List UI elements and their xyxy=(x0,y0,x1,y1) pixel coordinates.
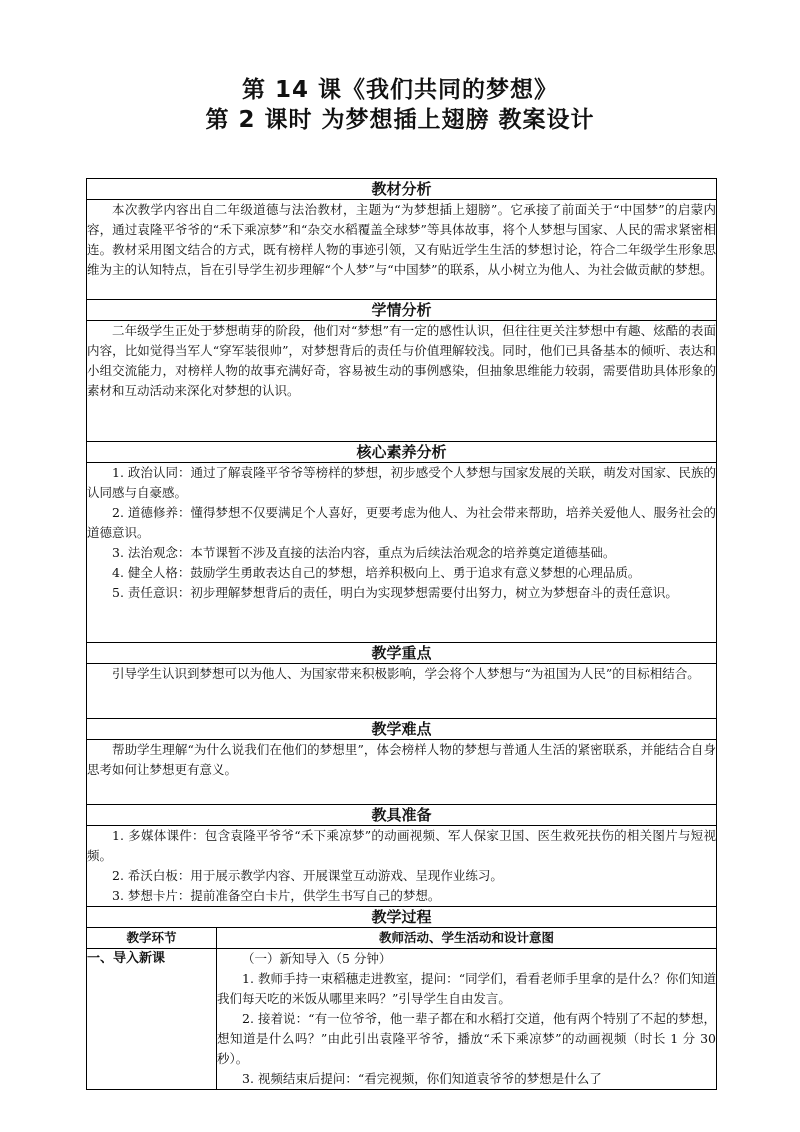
lesson-plan-table xyxy=(86,178,717,1090)
textbook-analysis-cell xyxy=(87,200,717,300)
section-header-focus: 教学重点 xyxy=(87,643,717,664)
process-item: 2. 接着说：“有一位爷爷，他一辈子都在和水稻打交道，他有两个特别了不起的梦想，想知道是什么吗？”由此引出袁隆平爷爷，播放“禾下乘凉梦”的动画视频（时长 1 分 30 秒）。 xyxy=(217,1011,717,1066)
process-col-stage: 教学环节 xyxy=(87,928,217,949)
process-item: 3. 视频结束后提问：“看完视频，你们知道袁爷爷的梦想是什么了 xyxy=(242,1071,602,1086)
teaching-difficulty-cell xyxy=(87,740,717,805)
learner-analysis-cell xyxy=(87,321,717,442)
section-header-process: 教学过程 xyxy=(87,907,717,928)
process-stage-1-content xyxy=(217,949,717,1090)
section-header-textbook: 教材分析 xyxy=(87,179,717,200)
teaching-tools-cell xyxy=(87,826,717,907)
literacy-item: 3. 法治观念：本节课暂不涉及直接的法治内容，重点为后续法治观念的培养奠定道德基础。 xyxy=(112,545,616,560)
tools-item: 2. 希沃白板：用于展示教学内容、开展课堂互动游戏、呈现作业练习。 xyxy=(112,868,503,883)
section-header-learner: 学情分析 xyxy=(87,300,717,321)
section-header-literacy: 核心素养分析 xyxy=(87,442,717,463)
process-stage-1: 一、导入新课 xyxy=(87,949,217,1090)
literacy-item: 1. 政治认同：通过了解袁隆平爷爷等榜样的梦想，初步感受个人梦想与国家发展的关联，萌发对国家、民族的认同感与自豪感。 xyxy=(87,465,717,500)
tools-item: 3. 梦想卡片：提前准备空白卡片，供学生书写自己的梦想。 xyxy=(112,888,441,903)
document-title-line1: 第 14 课《我们共同的梦想》 xyxy=(241,77,559,103)
literacy-item: 5. 责任意识：初步理解梦想背后的责任，明白为实现梦想需要付出努力，树立为梦想奋斗的责任意识。 xyxy=(112,585,678,600)
process-item: （一）新知导入（5 分钟） xyxy=(242,951,392,966)
literacy-item: 4. 健全人格：鼓励学生勇敢表达自己的梦想，培养积极向上、勇于追求有意义梦想的心理品质。 xyxy=(112,565,641,580)
section-header-difficulty: 教学难点 xyxy=(87,719,717,740)
document-title-line2: 第 2 课时 为梦想插上翅膀 教案设计 xyxy=(205,107,595,133)
section-header-tools: 教具准备 xyxy=(87,805,717,826)
process-item: 1. 教师手持一束稻穗走进教室，提问：“同学们，看看老师手里拿的是什么？你们知道我们每天吃的米饭从哪里来吗？”引导学生自由发言。 xyxy=(217,971,717,1006)
learner-analysis-text: 二年级学生正处于梦想萌芽的阶段，他们对“梦想”有一定的感性认识，但往往更关注梦想中有趣、炫酷的表面内容，比如觉得当军人“穿军装很帅”，对梦想背后的责任与价值理解较浅。同时，他们已具备基本的倾听、表达和小组交流能力，对榜样人物的故事充满好奇，容易被生动的事例感染，但抽象思维能力较弱，需要借助具体形象的素材和互动活动来深化对梦想的认识。 xyxy=(87,323,717,398)
process-col-activities: 教师活动、学生活动和设计意图 xyxy=(217,928,717,949)
teaching-focus-text: 引导学生认识到梦想可以为他人、为国家带来积极影响，学会将个人梦想与“为祖国为人民”的目标相结合。 xyxy=(112,666,700,681)
tools-item: 1. 多媒体课件：包含袁隆平爷爷“禾下乘凉梦”的动画视频、军人保家卫国、医生救死扶伤的相关图片与短视频。 xyxy=(87,828,717,863)
literacy-analysis-cell xyxy=(87,463,717,643)
teaching-difficulty-text: 帮助学生理解“为什么说我们在他们的梦想里”，体会榜样人物的梦想与普通人生活的紧密联系，并能结合自身思考如何让梦想更有意义。 xyxy=(87,742,717,777)
teaching-focus-cell xyxy=(87,664,717,719)
textbook-analysis-text: 本次教学内容出自二年级道德与法治教材，主题为“为梦想插上翅膀”。它承接了前面关于“中国梦”的启蒙内容，通过袁隆平爷爷的“禾下乘凉梦”和“杂交水稻覆盖全球梦”等具体故事，将个人梦想与国家、人民的需求紧密相连。教材采用图文结合的方式，既有榜样人物的事迹引领，又有贴近学生生活的梦想讨论，符合二年级学生形象思维为主的认知特点，旨在引导学生初步理解“个人梦”与“中国梦”的联系，从小树立为他人、为社会做贡献的梦想。 xyxy=(87,202,717,277)
literacy-item: 2. 道德修养：懂得梦想不仅要满足个人喜好，更要考虑为他人、为社会带来帮助，培养关爱他人、服务社会的道德意识。 xyxy=(87,505,717,540)
